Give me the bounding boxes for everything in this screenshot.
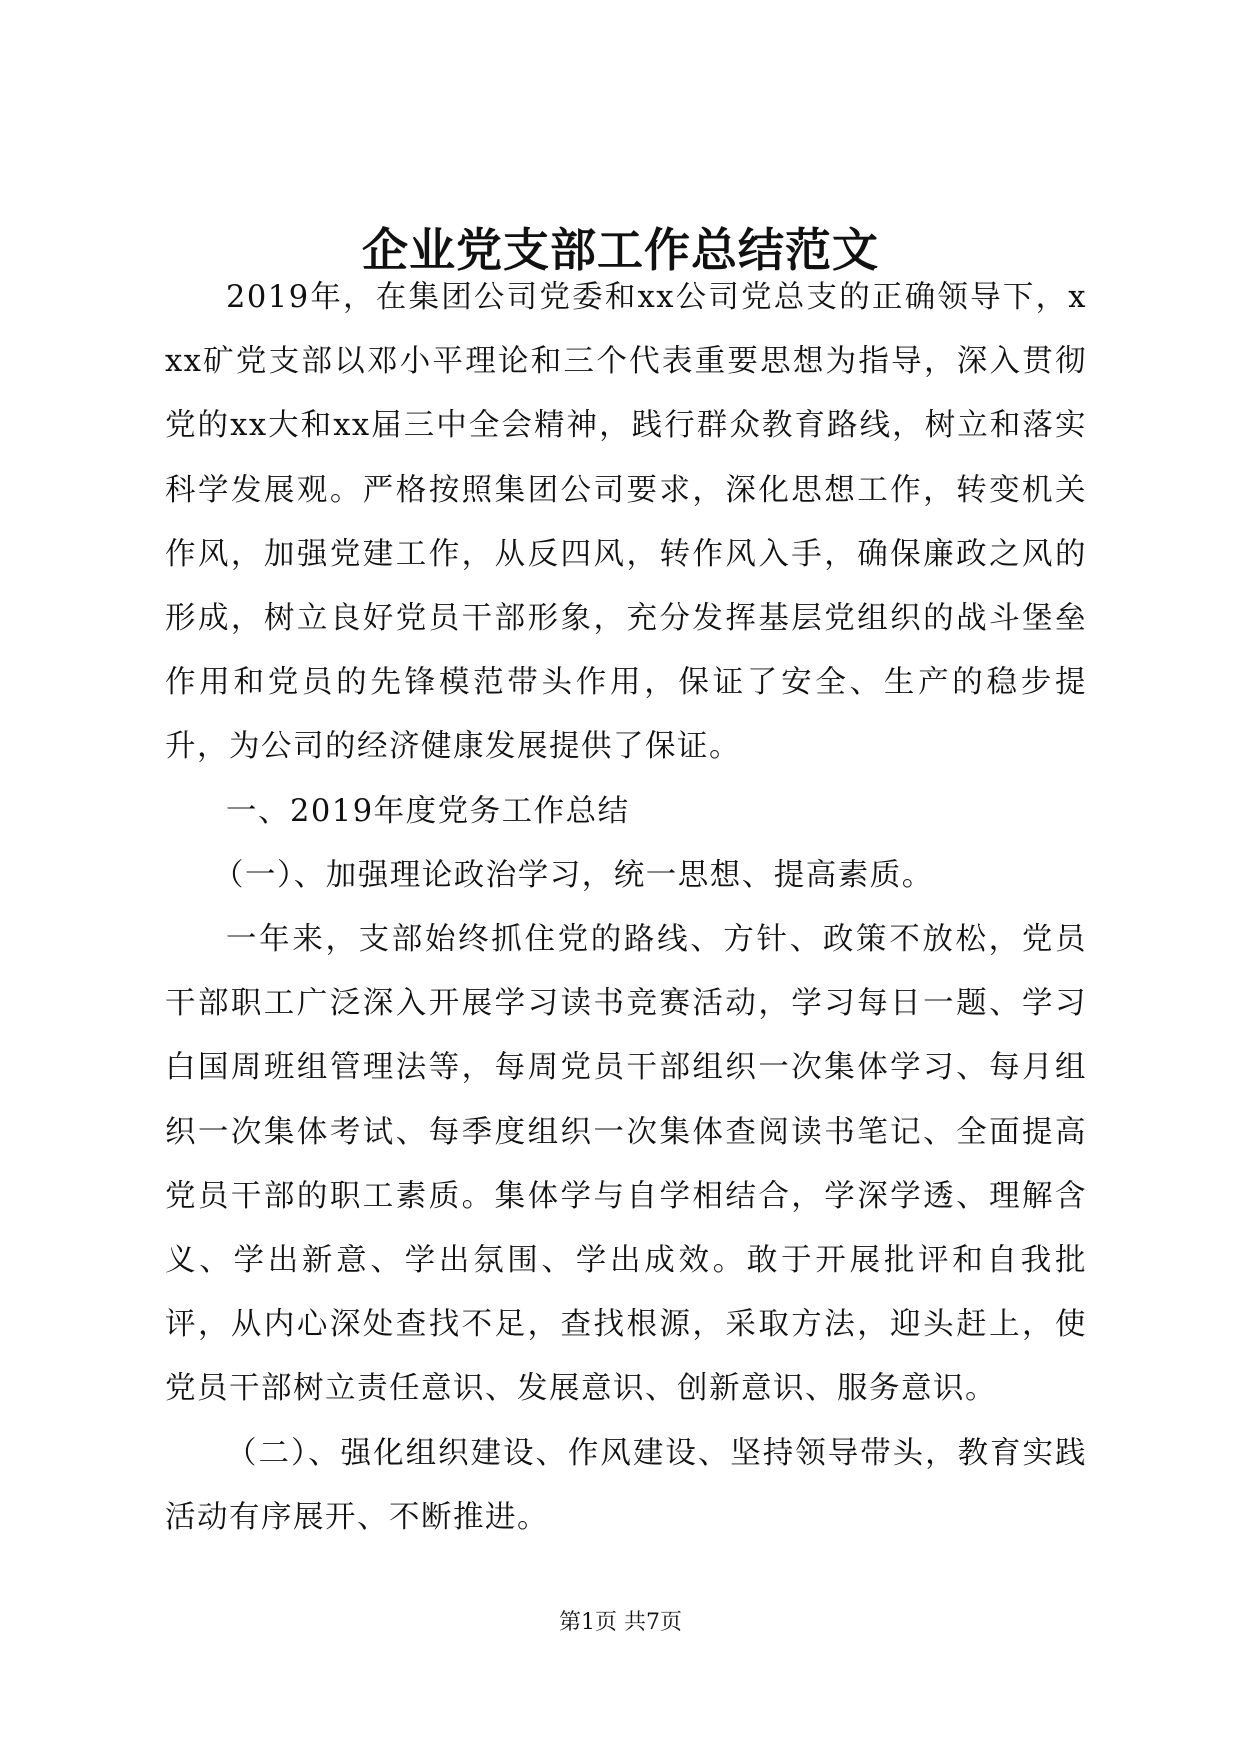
page-footer: 第1页 共7页 [559,1610,682,1635]
document-title: 企业党支部工作总结范文 [362,223,879,277]
section-heading-1: 一、2019年度党务工作总结 [226,793,630,829]
subsection-heading-2: （二）、强化组织建设、作风建设、坚持领导带头，教育实践活动有序展开、不断推进。 [165,1435,1087,1535]
document-body [165,266,1087,1550]
subsection-heading-1: （一）、加强理论政治学习，统一思想、提高素质。 [213,857,934,893]
paragraph-study: 一年来，支部始终抓住党的路线、方针、政策不放松，党员干部职工广泛深入开展学习读书竞赛活动，学习每日一题、学习白国周班组管理法等，每周党员干部组织一次集体学习、每月组织一次集体考试、每季度组织一次集体查阅读书笔记、全面提高党员干部的职工素质。集体学与自学相结合，学深学透、理解含义、学出新意、学出氛围、学出成效。敢于开展批评和自我批评，从内心深处查找不足，查找根源，采取方法，迎头赶上，使党员干部树立责任意识、发展意识、创新意识、服务意识。 [165,922,1087,1407]
paragraph-intro: 2019年，在集团公司党委和xx公司党总支的正确领导下，xxx矿党支部以邓小平理论和三个代表重要思想为指导，深入贯彻党的xx大和xx届三中全会精神，践行群众教育路线，树立和落实科学发展观。严格按照集团公司要求，深化思想工作，转变机关作风，加强党建工作，从反四风，转作风入手，确保廉政之风的形成，树立良好党员干部形象，充分发挥基层党组织的战斗堡垒作用和党员的先锋模范带头作用，保证了安全、生产的稳步提升，为公司的经济健康发展提供了保证。 [165,280,1087,765]
